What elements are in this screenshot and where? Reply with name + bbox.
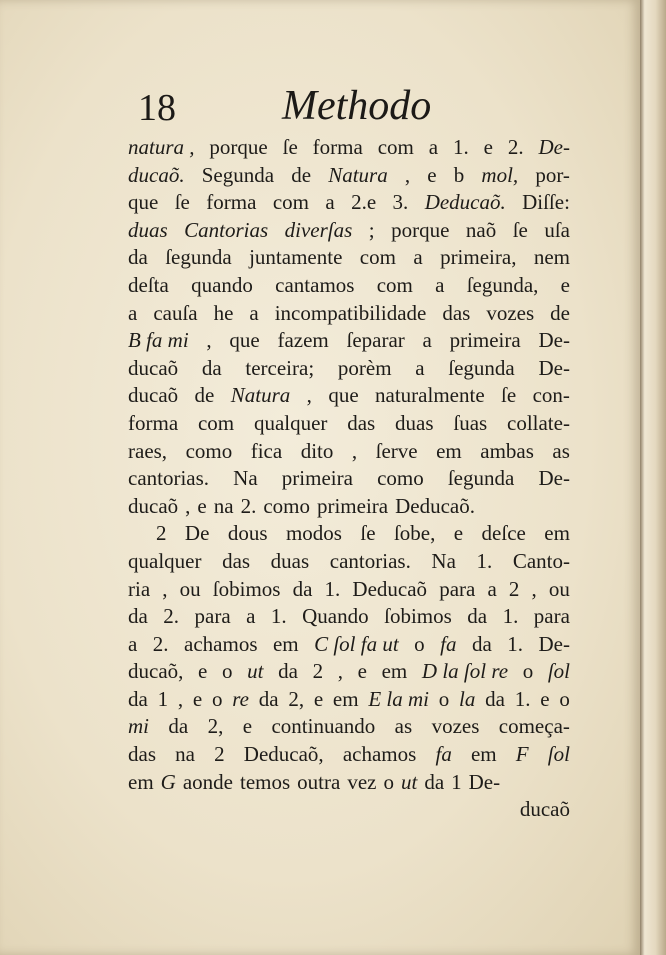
- word: forma: [128, 410, 179, 435]
- word: 2: [214, 742, 225, 767]
- text-line: [128, 355, 570, 383]
- word: que: [229, 328, 260, 353]
- word: 2: [156, 521, 167, 546]
- word: 3.: [392, 190, 409, 215]
- word: a: [325, 190, 335, 215]
- text-line: [128, 327, 570, 355]
- text-line: [128, 713, 570, 741]
- text-line: [128, 741, 570, 769]
- word: das: [128, 742, 156, 767]
- word: achamos: [342, 742, 417, 767]
- word: a: [413, 245, 423, 270]
- word: em: [128, 769, 154, 794]
- word: o: [414, 631, 425, 656]
- word: da: [485, 686, 505, 711]
- word: as: [552, 438, 570, 463]
- word: Deducaõ,: [243, 742, 324, 767]
- text-line: [128, 769, 570, 797]
- word: fica: [250, 438, 283, 463]
- word: ducaõ.: [128, 162, 185, 187]
- page-header: [138, 83, 578, 136]
- word: ſegunda: [447, 466, 515, 491]
- word: re: [232, 686, 249, 711]
- word: naõ: [465, 217, 497, 242]
- word: ducaõ,: [128, 659, 184, 684]
- word: incompatibilidade: [274, 300, 427, 325]
- word: ou: [548, 576, 570, 601]
- word: primeira: [449, 328, 521, 353]
- word: mi: [128, 714, 149, 739]
- word: ,: [206, 328, 212, 353]
- word: Na: [431, 548, 456, 573]
- word: ſegunda: [165, 245, 232, 270]
- word: para: [194, 604, 231, 629]
- word: o: [222, 659, 233, 684]
- word: D la ſol re: [421, 659, 509, 684]
- word: e: [198, 659, 208, 684]
- word: ,: [306, 383, 312, 408]
- word: forma: [312, 135, 363, 159]
- word: nem: [533, 245, 570, 270]
- word: duas: [395, 410, 434, 435]
- word: 2.: [152, 631, 169, 656]
- word: Segunda: [201, 162, 275, 187]
- word: de: [194, 383, 215, 408]
- word: 1.: [514, 686, 531, 711]
- word: primeira,: [440, 245, 517, 270]
- word: ſobe,: [393, 521, 436, 546]
- word: 1.: [502, 604, 519, 629]
- word: das: [347, 410, 376, 435]
- word: collate-: [507, 410, 570, 435]
- word: 2.: [507, 135, 524, 159]
- word: a: [487, 576, 497, 601]
- word: primeira: [281, 466, 353, 491]
- page-edge: [640, 0, 666, 955]
- word: 1.: [452, 135, 469, 159]
- word: na: [175, 742, 195, 767]
- word: e: [560, 272, 570, 297]
- word: como: [263, 493, 310, 518]
- word: com: [197, 410, 235, 435]
- word: 1.: [324, 576, 341, 601]
- word: G: [160, 769, 176, 794]
- word: vez: [347, 769, 377, 794]
- word: 2,: [288, 686, 305, 711]
- word: ſobimos: [384, 604, 452, 629]
- word: uſa: [544, 217, 570, 242]
- word: a: [422, 328, 432, 353]
- word: fa: [440, 631, 457, 656]
- word: qualquer: [253, 410, 328, 435]
- word: com: [359, 245, 396, 270]
- word: Na: [233, 466, 258, 491]
- word: e: [242, 714, 253, 739]
- word: das: [442, 300, 471, 325]
- word: ,: [185, 493, 191, 518]
- word: ſe: [174, 190, 190, 215]
- word: ducaõ: [128, 355, 179, 380]
- word: da: [424, 769, 445, 794]
- word: em: [436, 438, 462, 463]
- word: vozes: [431, 714, 480, 739]
- word: deſce: [481, 521, 526, 546]
- word: ,: [162, 576, 168, 601]
- word: ſobimos: [212, 576, 281, 601]
- word: outra: [297, 769, 341, 794]
- word: dito: [300, 438, 334, 463]
- word: porque: [391, 217, 450, 242]
- word: ſuas: [453, 410, 488, 435]
- text-line: [128, 272, 570, 300]
- word: a: [246, 604, 256, 629]
- word: E la mi: [368, 686, 430, 711]
- word: ou: [179, 576, 201, 601]
- word: naturalmente: [375, 383, 485, 408]
- word: da: [168, 714, 189, 739]
- word: em: [272, 631, 299, 656]
- word: porque: [209, 135, 268, 159]
- word: ſe: [282, 135, 298, 159]
- word: Quando: [302, 604, 369, 629]
- word: De-: [468, 769, 501, 794]
- word: diverſas: [284, 217, 353, 242]
- word: aonde: [182, 769, 233, 794]
- word: he: [213, 300, 234, 325]
- word: De-: [538, 466, 570, 491]
- word: Deducaõ: [352, 576, 428, 601]
- word: a: [128, 300, 138, 325]
- word: em: [381, 659, 408, 684]
- word: e: [313, 686, 324, 711]
- text-line: [128, 603, 570, 631]
- word: B fa mi: [128, 328, 189, 353]
- word: a: [435, 272, 445, 297]
- word: 2.: [163, 604, 180, 629]
- word: duas: [270, 548, 310, 573]
- text-line: [128, 631, 570, 659]
- word: em: [332, 686, 359, 711]
- word: para: [439, 576, 476, 601]
- text-line: [128, 438, 570, 466]
- word: o: [559, 686, 570, 711]
- word: as: [394, 714, 413, 739]
- word: natura ,: [128, 135, 195, 159]
- body-text: [128, 134, 570, 824]
- word: e: [540, 686, 550, 711]
- word: ſol: [547, 742, 570, 767]
- word: Deducaõ.: [395, 493, 475, 518]
- word: juntamente: [249, 245, 343, 270]
- word: la: [459, 686, 476, 711]
- word: modos: [285, 521, 342, 546]
- text-line: [128, 493, 570, 521]
- word: De-: [538, 135, 570, 159]
- word: com: [377, 135, 414, 159]
- word: raes,: [128, 438, 168, 463]
- word: fazem: [277, 328, 329, 353]
- word: F: [515, 742, 529, 767]
- word: 1: [451, 769, 462, 794]
- word: achamos: [184, 631, 258, 656]
- catchword-line: [128, 796, 570, 824]
- word: ria: [128, 576, 151, 601]
- word: C ſol fa ut: [314, 631, 399, 656]
- word: por-: [535, 162, 570, 187]
- word: da: [128, 686, 148, 711]
- word: ut: [247, 659, 264, 684]
- word: De-: [538, 328, 570, 353]
- word: das: [222, 548, 251, 573]
- word: primeira: [316, 493, 389, 518]
- word: ſe: [512, 217, 528, 242]
- text-line: [128, 410, 570, 438]
- word: da: [128, 245, 148, 270]
- word: con-: [532, 383, 570, 408]
- word: da: [471, 631, 492, 656]
- word: a: [428, 135, 439, 159]
- word: ſol: [547, 659, 570, 684]
- word: começa-: [498, 714, 570, 739]
- word: ſe: [501, 383, 517, 408]
- word: forma: [206, 190, 257, 215]
- word: como: [185, 438, 233, 463]
- word: ut: [400, 769, 418, 794]
- word: b: [453, 162, 465, 187]
- word: 2: [508, 576, 520, 601]
- text-line: [128, 548, 570, 576]
- word: Natura: [230, 383, 291, 408]
- word: na: [213, 493, 234, 518]
- word: que: [128, 190, 159, 215]
- text-line: [128, 217, 570, 245]
- word: continuando: [271, 714, 376, 739]
- word: deſta: [128, 272, 169, 297]
- word: da: [201, 355, 222, 380]
- word: fa: [435, 742, 452, 767]
- word: 1: [157, 686, 169, 711]
- word: e: [483, 135, 493, 159]
- word: Canto-: [512, 548, 570, 573]
- word: ,: [351, 438, 358, 463]
- word: a: [249, 300, 259, 325]
- word: ſegunda,: [466, 272, 539, 297]
- word: Cantorias: [184, 217, 269, 242]
- text-line: [128, 162, 570, 190]
- word: De: [184, 521, 210, 546]
- word: Natura: [328, 162, 388, 187]
- word: terceira;: [245, 355, 315, 380]
- running-head: Methodo: [282, 83, 432, 129]
- word: dous: [227, 521, 268, 546]
- word: de: [291, 162, 312, 187]
- word: o: [383, 769, 394, 794]
- text-line: [128, 520, 570, 548]
- text-line: [128, 465, 570, 493]
- word: em: [470, 742, 497, 767]
- word: 2.: [240, 493, 257, 518]
- word: da: [292, 576, 313, 601]
- word: De-: [538, 631, 570, 656]
- text-line: [128, 300, 570, 328]
- word: 1.: [270, 604, 287, 629]
- word: duas: [128, 217, 168, 242]
- word: porèm: [337, 355, 392, 380]
- word: ſeparar: [346, 328, 405, 353]
- word: em: [544, 521, 570, 546]
- word: a: [128, 631, 138, 656]
- text-line: [128, 658, 570, 686]
- word: cantorias.: [329, 548, 411, 573]
- page-number: 18: [138, 87, 176, 129]
- text-line: [128, 134, 570, 162]
- word: cauſa: [153, 300, 198, 325]
- word: 1.: [476, 548, 493, 573]
- word: da: [258, 686, 279, 711]
- word: ,: [177, 686, 184, 711]
- word: para: [533, 604, 570, 629]
- word: que: [328, 383, 359, 408]
- word: ,: [404, 162, 411, 187]
- word: e: [357, 659, 367, 684]
- word: ;: [368, 217, 375, 242]
- word: da: [278, 659, 298, 684]
- catchword: ducaõ: [519, 797, 570, 822]
- text-line: [128, 686, 570, 714]
- word: da: [128, 604, 148, 629]
- word: ,: [337, 659, 343, 684]
- word: 2.e: [351, 190, 377, 215]
- word: ſerve: [375, 438, 418, 463]
- word: temos: [239, 769, 291, 794]
- word: e: [192, 686, 203, 711]
- word: Diſſe:: [522, 190, 570, 215]
- word: ,: [531, 576, 537, 601]
- word: com: [272, 190, 309, 215]
- word: 2: [312, 659, 324, 684]
- word: como: [377, 466, 424, 491]
- word: ducaõ: [128, 493, 179, 518]
- word: mol,: [481, 162, 519, 187]
- word: ſegunda: [448, 355, 515, 380]
- word: ambas: [480, 438, 534, 463]
- word: cantamos: [275, 272, 355, 297]
- text-line: [128, 382, 570, 410]
- word: e: [453, 521, 464, 546]
- word: cantorias.: [128, 466, 210, 491]
- word: vozes: [486, 300, 535, 325]
- text-line: [128, 576, 570, 604]
- word: a: [415, 355, 425, 380]
- word: ducaõ: [128, 383, 179, 408]
- word: o: [438, 686, 450, 711]
- word: De-: [538, 355, 570, 380]
- word: Deducaõ.: [424, 190, 506, 215]
- text-line: [128, 244, 570, 272]
- word: 2,: [207, 714, 224, 739]
- word: com: [376, 272, 413, 297]
- word: e: [427, 162, 437, 187]
- word: qualquer: [128, 548, 202, 573]
- word: quando: [191, 272, 253, 297]
- word: da: [467, 604, 488, 629]
- word: e: [197, 493, 207, 518]
- word: 1.: [507, 631, 523, 656]
- word: ſe: [360, 521, 376, 546]
- word: de: [550, 300, 570, 325]
- word: o: [211, 686, 223, 711]
- text-line: [128, 189, 570, 217]
- word: o: [522, 659, 534, 684]
